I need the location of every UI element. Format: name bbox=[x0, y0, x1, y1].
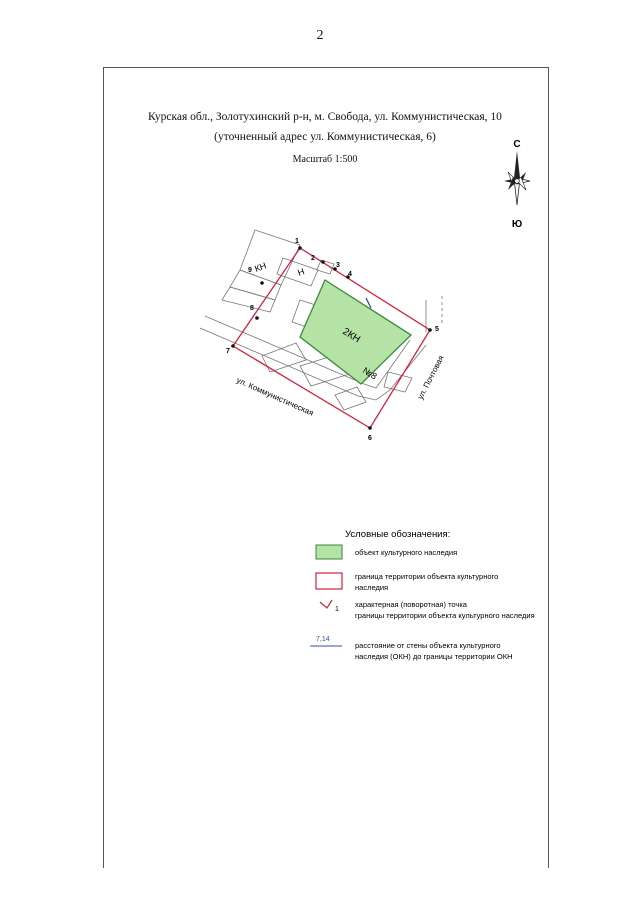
turning-point-label-2: 2 bbox=[311, 255, 315, 262]
legend-item-boundary-cont: наследия bbox=[355, 583, 389, 592]
turning-point-label-6: 6 bbox=[368, 435, 372, 442]
turning-point-8 bbox=[255, 316, 259, 320]
legend-turning-point-number: 1 bbox=[335, 606, 339, 613]
turning-point-label-5: 5 bbox=[435, 326, 439, 333]
legend-item-boundary: граница территории объекта культурного bbox=[355, 572, 499, 581]
turning-point-6 bbox=[368, 426, 372, 430]
legend-item-measure-cont: наследия (ОКН) до границы территории ОКН bbox=[355, 652, 513, 661]
compass-rose-icon bbox=[504, 151, 530, 205]
legend-measure-value: 7,14 bbox=[316, 636, 330, 643]
building-label-n: Н bbox=[296, 266, 306, 278]
legend-item-turning-point: характерная (поворотная) точка bbox=[355, 600, 467, 609]
turning-point-label-7: 7 bbox=[226, 348, 230, 355]
legend-item-measure: расстояние от стены объекта культурного bbox=[355, 641, 501, 650]
legend-item-turning-point-cont: границы территории объекта культурного наследия bbox=[355, 611, 535, 620]
street-label-kommunisticheskaya: ул. Коммунистическая bbox=[235, 375, 315, 418]
compass-south-label: Ю bbox=[511, 219, 523, 230]
turning-point-5 bbox=[428, 328, 432, 332]
legend-heritage-swatch bbox=[316, 545, 342, 559]
turning-point-1 bbox=[298, 246, 302, 250]
turning-point-label-9: 9 bbox=[248, 267, 252, 274]
address-title: Курская обл., Золотухинский р-н, м. Свобода, ул. Коммунистическая, 10 bbox=[148, 111, 502, 123]
turning-point-9 bbox=[260, 281, 264, 285]
street-label-pochtovaya: ул. Почтовая bbox=[415, 353, 446, 401]
page-number: 2 bbox=[316, 28, 324, 43]
building-label-number: №8 bbox=[360, 365, 379, 382]
turning-point-label-8: 8 bbox=[250, 305, 254, 312]
legend-item-heritage: объект культурного наследия bbox=[355, 548, 458, 557]
legend-turning-point-marker bbox=[320, 600, 332, 608]
building-label-kn: КН bbox=[253, 260, 268, 274]
map-scale: Масштаб 1:500 bbox=[292, 154, 358, 165]
turning-point-label-3: 3 bbox=[336, 262, 340, 269]
refined-address: (уточненный адрес ул. Коммунистическая, 6) bbox=[214, 131, 436, 143]
turning-point-7 bbox=[231, 344, 235, 348]
turning-point-2 bbox=[321, 260, 325, 264]
legend-title: Условные обозначения: bbox=[345, 529, 451, 540]
turning-point-label-1: 1 bbox=[295, 238, 299, 245]
legend-boundary-swatch bbox=[316, 573, 342, 589]
turning-point-label-4: 4 bbox=[348, 271, 352, 278]
building-label-heritage: 2КН bbox=[340, 326, 363, 346]
compass-north-label: С bbox=[513, 139, 521, 150]
